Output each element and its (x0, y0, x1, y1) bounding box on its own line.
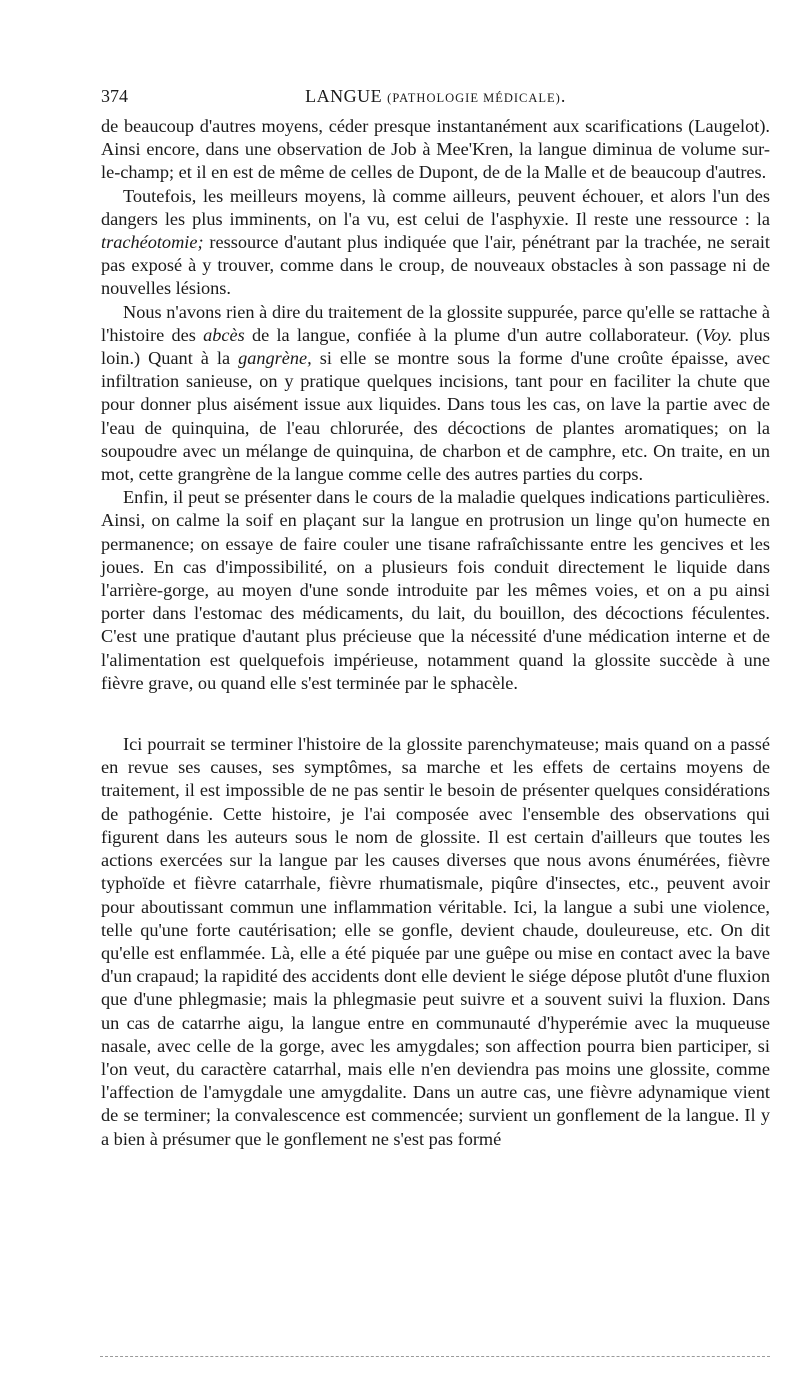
italic-term: Voy. (702, 324, 733, 345)
text-run: Toutefois, les meilleurs moyens, là comme ailleurs, peuvent échouer, et alors l'un des dangers les plus imminents, on l'a vu, est celui de l'asphyxie. Il reste une ressource : la (101, 185, 770, 229)
italic-term: abcès (203, 324, 245, 345)
paragraph (101, 115, 770, 185)
running-title-main: LANGUE (305, 86, 383, 106)
page-number: 374 (101, 86, 128, 106)
text-run: de la langue, confiée à la plume d'un autre collaborateur. ( (244, 324, 703, 345)
running-title-end: . (560, 86, 566, 106)
body-text (101, 115, 770, 1151)
paragraph (101, 486, 770, 695)
paragraph (101, 301, 770, 487)
italic-term: trachéotomie; (101, 232, 204, 253)
text-run: plus loin.) Quant à la (101, 324, 771, 369)
paragraph (101, 185, 770, 301)
footer-rule (100, 1356, 770, 1357)
text-run: si elle se montre sous la forme d'une croûte épaisse, avec infiltration sanieuse, on y pratique quelques incisions, tant pour en faciliter la chute que pour donner plus aisément issue aux liquides. Dans tous les cas, on lave la partie avec de l'eau de quinquina, de l'eau chlorurée, des décoctions de plantes aromatiques; on la soupoudre avec un mélange de quinquina, de charbon et de camphre, etc. On traite, en un mot, cette grangrène de la langue comme celle des autres parties du corps. (101, 348, 770, 485)
section-gap (101, 695, 770, 733)
running-title-subtitle: (PATHOLOGIE MÉDICALE) (387, 91, 561, 105)
text-run: Ici pourrait se terminer l'histoire de la glossite parenchymateuse; mais quand on a passé en revue ses causes, ses symptômes, sa marche et les effets de certains moyens de traitement, il est impossible de ne pas sentir le besoin de présenter quelques considérations de pathogénie. Cette histoire, je l'ai composée avec l'ensemble des observations qui figurent dans les auteurs sous le nom de glossite. Il est certain d'ailleurs que toutes les actions exercées sur la langue par les causes diverses que nous avons énumérées, fièvre typhoïde et fièvre catarrhale, fièvre rhumatismale, piqûre d'insectes, etc., peuvent avoir pour aboutissant commun une inflammation véritable. Ici, la langue a subi une violence, telle qu'une forte cautérisation; elle se gonfle, devient chaude, douleureuse, etc. On dit qu'elle est enflammée. Là, elle a été piquée par une guêpe ou mise en contact avec la bave d'un crapaud; la rapidité des accidents dont elle devient le siége dépose plutôt d'une fluxion que d'une phlegmasie; mais la phlegmasie peut suivre et a souvent suivi la fluxion. Dans un cas de catarrhe aigu, la langue entre en communauté d'hyperémie avec la muqueuse nasale, avec celle de la gorge, avec les amygdales; son affection pourra bien participer, si l'on veut, du caractère catarrhal, mais elle n'en deviendra pas moins une glossite, comme l'affection de l'amygdale une amygdalite. Dans un autre cas, une fièvre adynamique vient de se terminer; la convalescence est commencée; survient un gonflement de la langue. Il y a bien à présumer que le gonflement ne s'est pas formé (101, 734, 770, 1149)
text-run: Enfin, il peut se présenter dans le cours de la maladie quelques indications particulières. Ainsi, on calme la soif en plaçant sur la langue en protrusion un linge qu'on humecte en permanence; on essaye de faire couler une tisane rafraîchissante entre les gencives et les joues. En cas d'impossibilité, on a plusieurs fois conduit directement le liquide dans l'arrière-gorge, au moyen d'une sonde introduite par les mêmes voies, et on a pu ainsi porter dans l'estomac des médicaments, du lait, du bouillon, des décoctions féculentes. C'est une pratique d'autant plus précieuse que la nécessité d'une médication interne et de l'alimentation est quelquefois impérieuse, notamment quand la glossite succède à une fièvre grave, ou quand elle s'est terminée par le sphacèle. (101, 487, 770, 693)
italic-term: gangrène, (238, 348, 312, 369)
running-title (101, 86, 770, 107)
text-run: ressource d'autant plus indiquée que l'air, pénétrant par la trachée, ne serait pas exposé à y trouver, comme dans le croup, de nouveaux obstacles à son passage ni de nouvelles lésions. (101, 232, 770, 299)
running-header (101, 86, 770, 116)
paragraph (101, 733, 770, 1151)
text-run: Nous n'avons rien à dire du traitement de la glossite suppurée, parce qu'elle se rattache à l'histoire des (101, 301, 770, 345)
text-run: de beaucoup d'autres moyens, céder presque instantanément aux scarifications (Laugelot). Ainsi encore, dans une observation de Job à Mee'Kren, la langue diminua de volume sur-le-champ; et il en est de même de celles de Dupont, de de la Malle et de beaucoup d'autres. (101, 116, 770, 183)
